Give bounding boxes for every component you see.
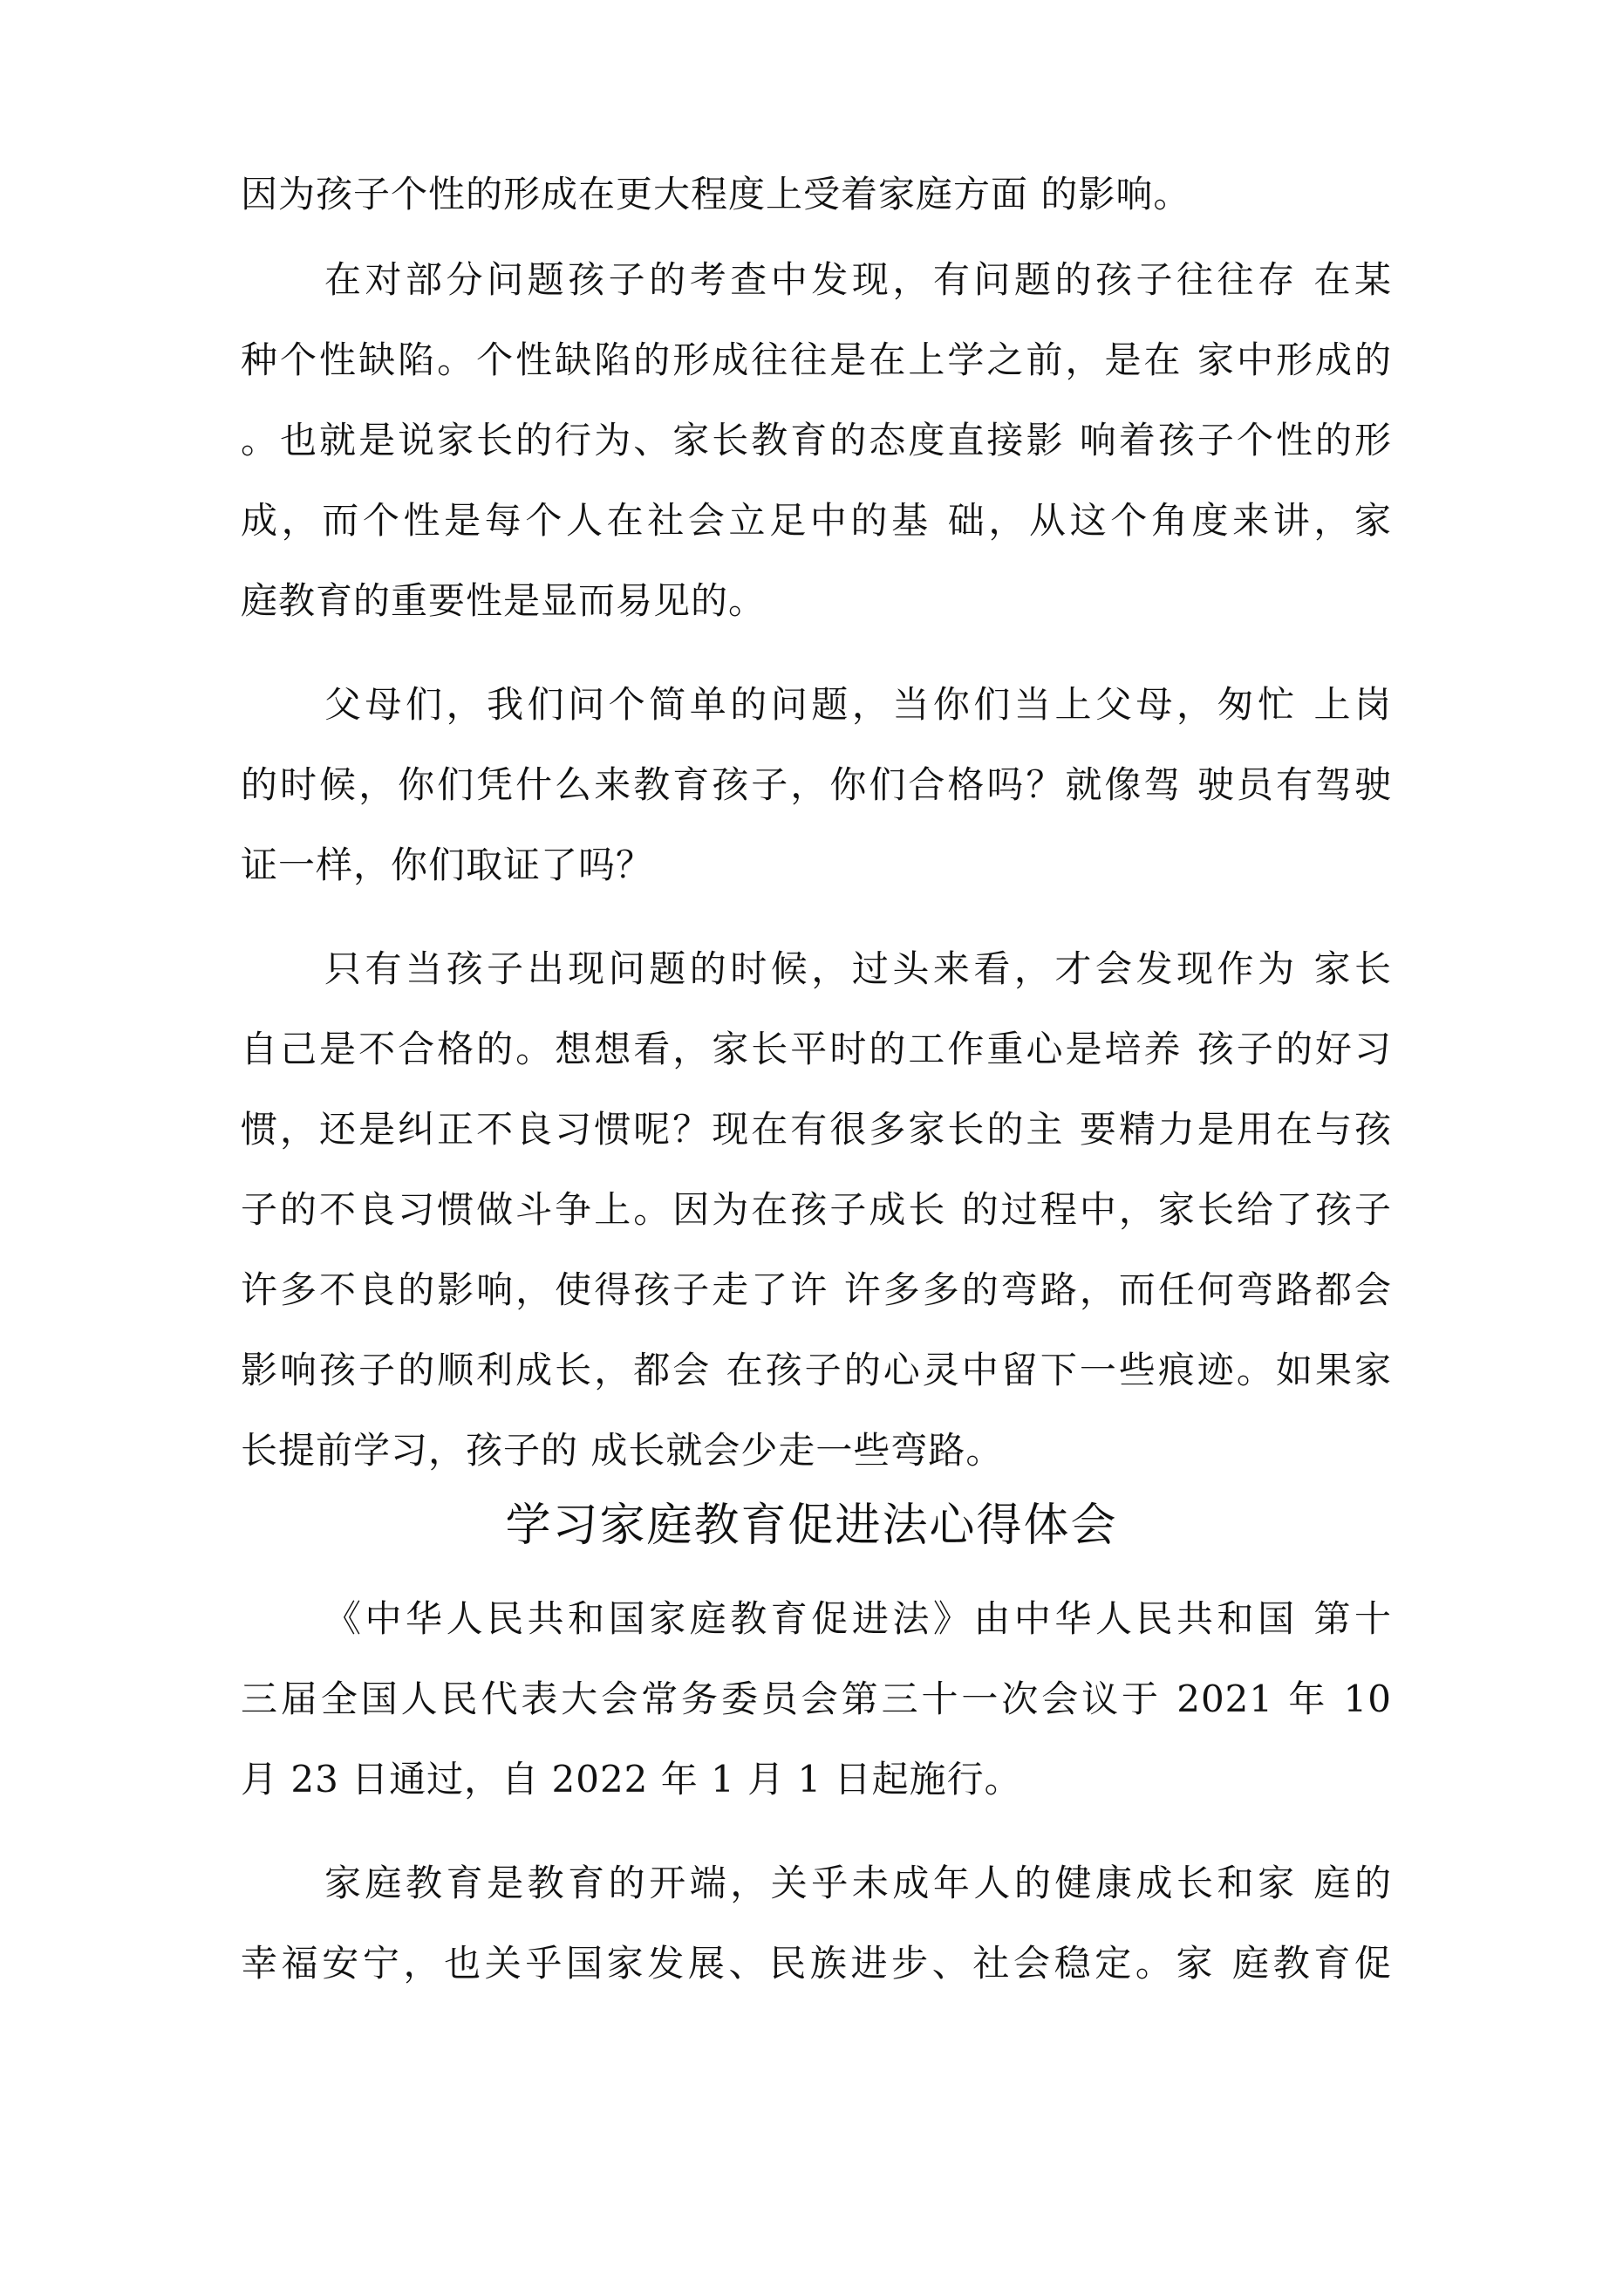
paragraph-line: 长提前学习，孩子的 成长就会少走一些弯路。 [241, 1429, 1004, 1472]
paragraph-line: 因为孩子个性的形成在更大程度上受着家庭方面 的影响。 [241, 173, 1191, 215]
paragraph-line: 子的不良习惯做斗争上。因为在孩子成长 的过程中，家长给了孩子 [241, 1188, 1392, 1231]
paragraph-line: 种个性缺陷。个性缺陷的形成往往是在上学之前，是在 家中形成的 [241, 338, 1392, 381]
paragraph-line: 的时候，你们凭什么来教育孩子，你们合格吗？就像驾 驶员有驾驶 [241, 763, 1392, 806]
paragraph-line: 月 23 日通过，自 2022 年 1 月 1 日起施行。 [241, 1758, 1022, 1801]
paragraph-line: 三届全国人民代表大会常务委员会第三十一次会议于 2021 年 10 [241, 1678, 1392, 1720]
paragraph-line: 《中华人民共和国家庭教育促进法》由中华人民共和国 第十 [324, 1597, 1392, 1640]
paragraph-line: 庭教育的重要性是显而易见的。 [241, 579, 767, 622]
paragraph-line: 成，而个性是每个人在社会立足中的基 础，从这个角度来讲，家 [241, 499, 1392, 542]
section-title: 学习家庭教育促进法心得体会 [505, 1500, 1118, 1552]
paragraph-line: 许多不良的影响，使得孩子走了许 许多多的弯路，而任何弯路都会 [241, 1268, 1392, 1311]
paragraph-line: 只有当孩子出现问题的时候，过头来看，才会发现作为 家长 [324, 947, 1392, 990]
paragraph-line: 证一样，你们取证了吗？ [241, 844, 654, 886]
paragraph-line: 。也就是说家长的行为、家长教育的态度直接影 响着孩子个性的形 [241, 419, 1392, 461]
paragraph-line: 家庭教育是教育的开端，关乎未成年人的健康成长和家 庭的 [324, 1862, 1392, 1904]
paragraph-line: 惯，还是纠正不良习惯呢？现在有很多家长的主 要精力是用在与孩 [241, 1108, 1392, 1151]
paragraph-line: 父母们，我们问个简单的问题，当你们当上父母，匆忙 上岗 [324, 683, 1392, 726]
paragraph-line: 幸福安宁，也关乎国家发展、民族进步、社会稳定。家 庭教育促 [241, 1942, 1392, 1985]
paragraph-line: 影响孩子的顺利成长，都会 在孩子的心灵中留下一些痕迹。如果家 [241, 1349, 1392, 1391]
paragraph-line: 在对部分问题孩子的考查中发现，有问题的孩子往往存 在某 [324, 258, 1392, 301]
paragraph-line: 自己是不合格的。想想看，家长平时的工作重心是培养 孩子的好习 [241, 1028, 1392, 1070]
